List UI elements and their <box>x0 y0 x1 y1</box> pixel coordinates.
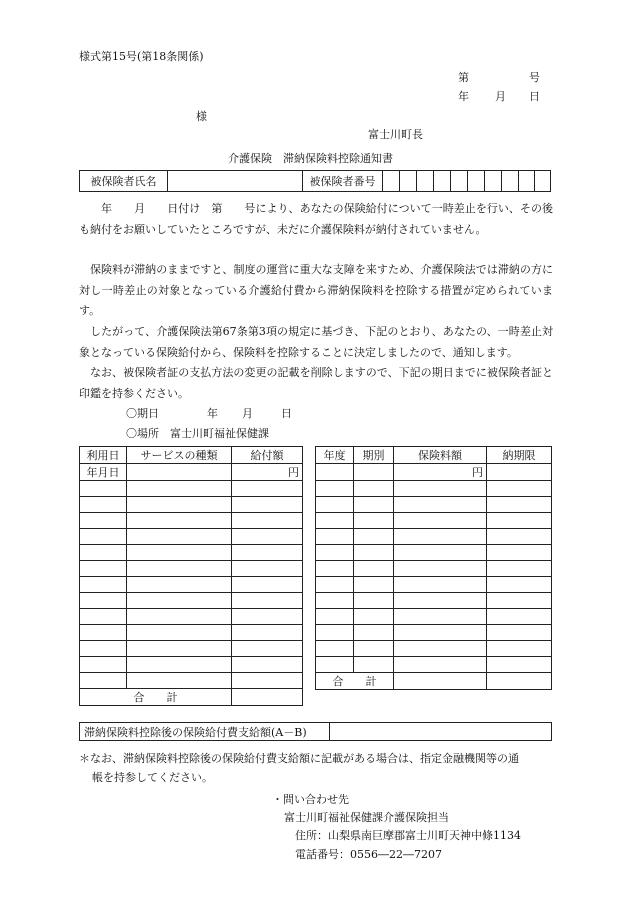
benefit-total-label: 合 計 <box>80 689 232 706</box>
table-cell[interactable] <box>354 513 394 529</box>
table-row <box>316 481 552 497</box>
table-cell[interactable] <box>232 657 303 673</box>
table-cell[interactable] <box>80 673 127 689</box>
table-row <box>316 545 552 561</box>
table-cell[interactable] <box>316 609 354 625</box>
column-header-premium-amount: 保険料額 <box>394 447 487 464</box>
place-value: 富士川町福祉保健課 <box>170 427 269 440</box>
insured-number-box[interactable] <box>417 171 434 192</box>
table-cell[interactable] <box>394 481 487 497</box>
table-cell[interactable] <box>316 641 354 657</box>
table-cell[interactable] <box>316 545 354 561</box>
table-row <box>316 529 552 545</box>
premium-total-field[interactable] <box>394 673 487 690</box>
issue-date-year: 年 <box>458 90 469 103</box>
table-cell[interactable] <box>354 481 394 497</box>
table-row <box>80 577 303 593</box>
table-cell[interactable] <box>394 545 487 561</box>
table-cell[interactable] <box>127 545 232 561</box>
table-cell[interactable] <box>127 513 232 529</box>
table-cell[interactable] <box>487 561 552 577</box>
paragraph-decision: したがって、介護保険法第67条第3項の規定に基づき、下記のとおり、あなたの、一時差止対象となっている保険給付から、保険料を控除することに決定しましたので、通知します。 <box>79 325 553 359</box>
table-cell[interactable] <box>127 577 232 593</box>
table-cell[interactable] <box>80 561 127 577</box>
deadline-month: 月 <box>242 407 253 420</box>
table-cell[interactable] <box>127 464 232 481</box>
table-cell[interactable] <box>316 497 354 513</box>
table-cell[interactable] <box>487 529 552 545</box>
table-cell[interactable] <box>232 673 303 689</box>
table-cell[interactable] <box>232 625 303 641</box>
table-cell[interactable] <box>127 641 232 657</box>
table-cell[interactable] <box>80 625 127 641</box>
table-row <box>316 609 552 625</box>
table-cell[interactable] <box>80 609 127 625</box>
table-cell[interactable] <box>80 657 127 673</box>
column-header-use-date: 利用日 <box>80 447 127 464</box>
table-cell[interactable] <box>354 625 394 641</box>
table-cell[interactable] <box>394 593 487 609</box>
insured-number-box[interactable] <box>451 171 468 192</box>
date-unit-label: 年月日 <box>80 464 127 481</box>
table-cell[interactable] <box>80 513 127 529</box>
table-cell[interactable] <box>232 545 303 561</box>
addressee-honorific: 様 <box>196 110 207 123</box>
table-cell[interactable] <box>127 625 232 641</box>
table-row <box>80 481 303 497</box>
deadline-day: 日 <box>281 407 292 420</box>
premium-total-label: 合 計 <box>316 673 394 690</box>
table-cell[interactable] <box>316 593 354 609</box>
table-cell[interactable] <box>316 657 354 673</box>
issue-date-month: 月 <box>495 90 506 103</box>
paragraph-instruction: なお、被保険者証の支払方法の変更の記載を削除しますので、下記の期日までに被保険者証と印鑑を持参ください。 <box>79 366 553 400</box>
table-row <box>80 529 303 545</box>
column-header-benefit-amount: 給付額 <box>232 447 303 464</box>
insured-number-box[interactable] <box>519 171 535 192</box>
table-row <box>80 593 303 609</box>
note-line-2: 帳を持参してください。 <box>92 771 213 784</box>
table-cell[interactable] <box>354 577 394 593</box>
table-row <box>316 657 552 673</box>
table-cell[interactable] <box>354 464 394 481</box>
table-cell[interactable] <box>487 593 552 609</box>
table-cell[interactable] <box>127 561 232 577</box>
table-cell[interactable] <box>80 529 127 545</box>
after-deduction-label: 滞納保険料控除後の保険給付費支給額(A－B) <box>80 723 330 741</box>
document-number-prefix: 第 <box>458 71 469 84</box>
table-cell[interactable] <box>80 497 127 513</box>
table-cell[interactable] <box>394 577 487 593</box>
table-cell[interactable] <box>354 657 394 673</box>
premium-table <box>315 446 552 690</box>
form-number: 様式第15号(第18条関係) <box>79 50 204 63</box>
contact-address: 住所：山梨県南巨摩郡富士川町天神中條1134 <box>295 829 521 842</box>
contact-phone: 電話番号：0556―22―7207 <box>295 848 442 861</box>
premium-total-extra[interactable] <box>487 673 552 690</box>
table-cell[interactable] <box>127 497 232 513</box>
table-cell[interactable] <box>487 641 552 657</box>
table-cell[interactable] <box>394 513 487 529</box>
table-cell[interactable] <box>80 593 127 609</box>
table-cell[interactable] <box>232 561 303 577</box>
table-cell[interactable] <box>316 529 354 545</box>
table-cell[interactable] <box>80 577 127 593</box>
column-header-due-date: 納期限 <box>487 447 552 464</box>
insured-number-label: 被保険者番号 <box>303 171 383 192</box>
table-cell[interactable] <box>394 497 487 513</box>
table-cell[interactable] <box>127 481 232 497</box>
table-cell[interactable] <box>127 673 232 689</box>
insured-name-field[interactable] <box>168 171 303 192</box>
insured-number-box[interactable] <box>502 171 519 192</box>
table-cell[interactable] <box>487 545 552 561</box>
contact-department: 富士川町福祉保健課介護保険担当 <box>284 811 449 824</box>
table-cell[interactable] <box>80 545 127 561</box>
note-line-1: ＊なお、滞納保険料控除後の保険給付費支給額に記載がある場合は、指定金融機関等の通 <box>79 752 519 765</box>
issue-date-day: 日 <box>529 90 540 103</box>
table-cell[interactable] <box>354 561 394 577</box>
table-cell[interactable] <box>316 625 354 641</box>
table-cell[interactable] <box>487 464 552 481</box>
insured-number-box[interactable] <box>383 171 400 192</box>
table-cell[interactable] <box>354 641 394 657</box>
total-row <box>80 689 303 706</box>
table-row <box>316 561 552 577</box>
after-deduction-table <box>79 722 552 741</box>
table-cell[interactable] <box>232 641 303 657</box>
contact-heading: ・問い合わせ先 <box>272 793 349 806</box>
after-deduction-field[interactable] <box>330 723 552 741</box>
benefit-table <box>79 446 303 706</box>
table-cell[interactable] <box>232 609 303 625</box>
table-cell[interactable] <box>127 657 232 673</box>
table-row <box>80 609 303 625</box>
table-cell[interactable] <box>487 577 552 593</box>
table-cell[interactable] <box>487 497 552 513</box>
table-cell[interactable] <box>394 609 487 625</box>
column-header-period: 期別 <box>354 447 394 464</box>
table-cell[interactable] <box>394 657 487 673</box>
table-row <box>316 497 552 513</box>
table-cell[interactable] <box>127 593 232 609</box>
insured-info-table <box>79 170 551 192</box>
table-row <box>316 641 552 657</box>
benefit-total-field[interactable] <box>232 689 303 706</box>
table-cell[interactable] <box>487 481 552 497</box>
table-cell[interactable] <box>232 529 303 545</box>
table-row <box>80 673 303 689</box>
table-cell[interactable] <box>316 561 354 577</box>
table-cell[interactable] <box>127 529 232 545</box>
table-cell[interactable] <box>80 481 127 497</box>
table-row <box>80 497 303 513</box>
paragraph-suspension: 年 月 日付け 第 号により、あなたの保険給付について一時差止を行い、その後も納付をお願いしていたところですが、未だに介護保険料が納付されていません。 <box>79 202 553 236</box>
document-number-suffix: 号 <box>529 71 540 84</box>
table-cell[interactable] <box>354 593 394 609</box>
table-cell[interactable] <box>232 593 303 609</box>
table-cell[interactable] <box>487 513 552 529</box>
table-row <box>80 657 303 673</box>
place-label: 〇場所 <box>126 427 159 440</box>
insured-number-box[interactable] <box>434 171 451 192</box>
insured-number-box[interactable] <box>535 171 551 192</box>
table-row <box>80 513 303 529</box>
table-cell[interactable] <box>394 625 487 641</box>
column-header-service-type: サービスの種類 <box>127 447 232 464</box>
table-row <box>80 545 303 561</box>
table-row <box>80 561 303 577</box>
table-row <box>316 625 552 641</box>
table-cell[interactable] <box>394 529 487 545</box>
table-cell[interactable] <box>394 561 487 577</box>
table-cell[interactable] <box>127 609 232 625</box>
table-cell[interactable] <box>316 513 354 529</box>
table-cell[interactable] <box>487 609 552 625</box>
insured-name-label: 被保険者氏名 <box>80 171 168 192</box>
table-cell[interactable] <box>232 481 303 497</box>
paragraph-delinquency: 保険料が滞納のままですと、制度の運営に重大な支障を来すため、介護保険法では滞納の方に対し一時差止の対象となっている介護給付費から滞納保険料を控除する措置が定められています。 <box>79 263 553 317</box>
issuer-name: 富士川町長 <box>368 128 423 141</box>
table-cell[interactable] <box>394 641 487 657</box>
table-cell[interactable] <box>316 577 354 593</box>
table-row <box>80 625 303 641</box>
table-cell[interactable] <box>232 497 303 513</box>
table-row <box>80 641 303 657</box>
deadline-year: 年 <box>207 407 218 420</box>
table-cell[interactable] <box>354 545 394 561</box>
column-header-fiscal-year: 年度 <box>316 447 354 464</box>
yen-unit-label: 円 <box>232 464 303 481</box>
total-row <box>316 673 552 690</box>
insured-number-box[interactable] <box>485 171 502 192</box>
table-cell[interactable] <box>354 529 394 545</box>
insured-number-box[interactable] <box>400 171 417 192</box>
table-cell[interactable] <box>487 657 552 673</box>
document-title: 介護保険 滞納保険料控除通知書 <box>228 152 393 165</box>
table-cell[interactable] <box>80 641 127 657</box>
table-row <box>316 513 552 529</box>
insured-number-box[interactable] <box>468 171 485 192</box>
deadline-label: 〇期日 <box>126 407 159 420</box>
table-cell[interactable] <box>487 625 552 641</box>
table-cell[interactable] <box>232 513 303 529</box>
yen-unit-label: 円 <box>394 464 487 481</box>
table-row <box>316 577 552 593</box>
table-cell[interactable] <box>316 481 354 497</box>
table-cell[interactable] <box>316 464 354 481</box>
table-cell[interactable] <box>232 577 303 593</box>
table-row <box>316 593 552 609</box>
table-cell[interactable] <box>354 497 394 513</box>
table-cell[interactable] <box>354 609 394 625</box>
